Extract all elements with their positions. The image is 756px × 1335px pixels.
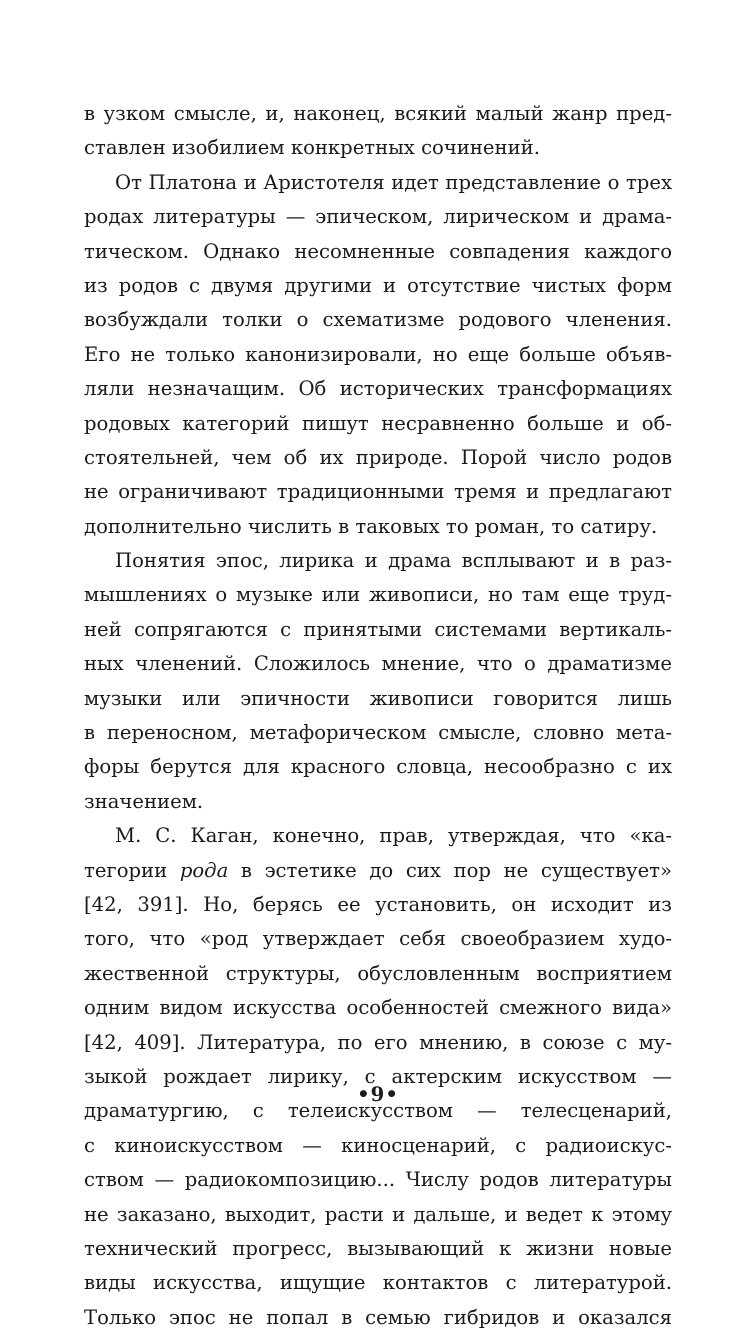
text-line: в узком смысле, и, наконец, всякий малый жанр пред- xyxy=(84,102,672,125)
text-line: тическом. Однако несомненные совпадения каждого xyxy=(84,239,672,263)
paragraph-1 xyxy=(84,97,672,166)
paragraph-4 xyxy=(84,819,672,1335)
text-line: в переносном, метафорическом смысле, словно мета- xyxy=(84,721,672,745)
text-line: виды искусства, ищущие контактов с литературой. xyxy=(84,1271,672,1295)
text-line: [42, 409]. Литература, по его мнению, в союзе с му- xyxy=(84,1030,672,1054)
emphasized-term: рода xyxy=(179,858,229,882)
text-line: драматургию, с телеискусством — телесценарий, xyxy=(84,1099,672,1123)
page-body xyxy=(84,97,672,1335)
text-line: с киноискусством — киносценарий, с радиоискус- xyxy=(84,1133,672,1157)
text-line: из родов с двумя другими и отсутствие чистых форм xyxy=(84,273,672,297)
text-line: ных членений. Сложилось мнение, что о драматизме xyxy=(84,652,672,676)
text-line: Только эпос не попал в семью гибридов и оказался xyxy=(84,1305,672,1329)
text-line: тегории рода в эстетике до сих пор не существует» xyxy=(84,858,673,882)
paragraph-3 xyxy=(84,544,672,819)
page-number: •9• xyxy=(357,1083,399,1106)
text-line: одним видом искусства особенностей смежного вида» xyxy=(84,996,672,1020)
text-line: мышлениях о музыке или живописи, но там еще труд- xyxy=(84,583,672,607)
text-line: возбуждали толки о схематизме родового членения. xyxy=(84,308,672,332)
text-line: не заказано, выходит, расти и дальше, и ведет к этому xyxy=(84,1202,672,1226)
text-line: жественной структуры, обусловленным восприятием xyxy=(84,961,672,985)
text-line: ставлен изобилием конкретных сочинений. xyxy=(84,136,540,160)
text-line: не ограничивают традиционными тремя и предлагают xyxy=(84,480,672,504)
text-line: ляли незначащим. Об исторических трансформациях xyxy=(84,377,672,401)
text-line: родовых категорий пишут несравненно больше и об- xyxy=(84,411,672,435)
text-line: дополнительно числить в таковых то роман, то сатиру. xyxy=(84,514,658,538)
text-line: музыки или эпичности живописи говорится лишь xyxy=(84,686,672,710)
text-line: ней сопрягаются с принятыми системами вертикаль- xyxy=(84,617,672,641)
text-line: форы берутся для красного словца, несообразно с их xyxy=(84,755,672,779)
paragraph-2 xyxy=(84,166,672,544)
text-line: М. С. Каган, конечно, прав, утверждая, что «ка- xyxy=(115,824,672,848)
text-line: ством — радиокомпозицию... Числу родов литературы xyxy=(84,1168,672,1192)
text-line: зыкой рождает лирику, с актерским искусством — xyxy=(84,1064,672,1088)
text-line: Понятия эпос, лирика и драма всплывают и в раз- xyxy=(115,549,672,573)
text-line: того, что «род утверждает себя своеобразием худо- xyxy=(84,927,672,951)
text-line: родах литературы — эпическом, лирическом и драма- xyxy=(84,205,672,229)
text-line: Его не только канонизировали, но еще больше объяв- xyxy=(84,342,672,366)
text-line: стоятельней, чем об их природе. Порой число родов xyxy=(84,445,672,469)
text-line: [42, 391]. Но, берясь ее установить, он исходит из xyxy=(84,892,672,916)
text-line: значением. xyxy=(84,789,204,813)
text-line: От Платона и Аристотеля идет представление о трех xyxy=(115,170,672,194)
text-line: технический прогресс, вызывающий к жизни новые xyxy=(84,1236,672,1260)
